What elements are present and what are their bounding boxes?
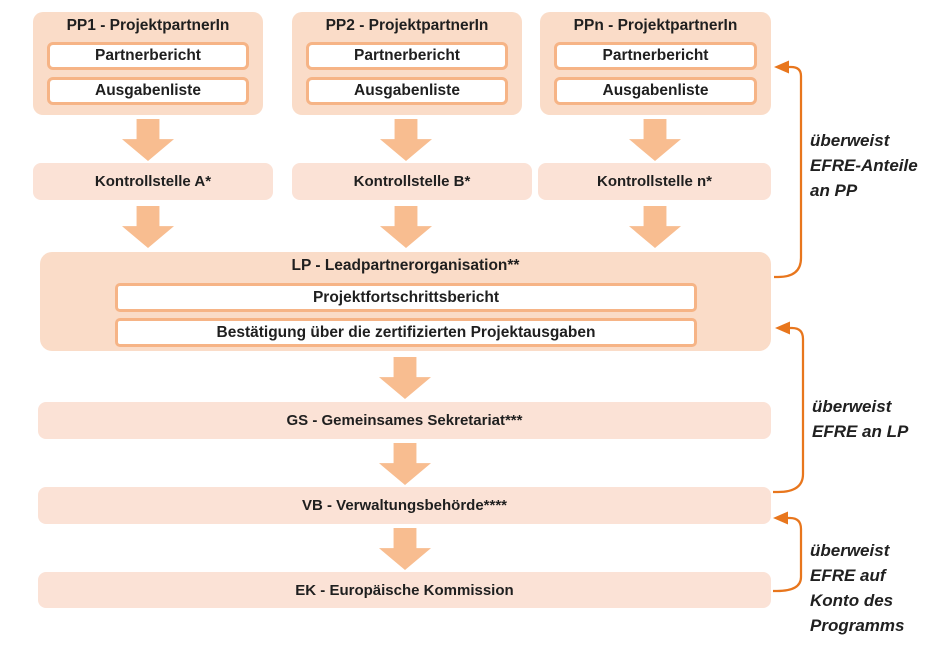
authority-box: VB - Verwaltungsbehörde****: [38, 487, 771, 524]
partner-box-pp2: [292, 12, 522, 115]
down-arrow-icon: [379, 443, 431, 485]
left-arrowhead-icon: [773, 512, 788, 525]
annotation-line: EFRE an LP: [812, 422, 909, 441]
left-arrowhead-icon: [775, 322, 790, 335]
annotation-line: an PP: [810, 181, 858, 200]
certified-expenses-box: Bestätigung über die zertifizierten Projektausgaben: [115, 318, 697, 347]
control-box-n: Kontrollstelle n*: [538, 163, 771, 200]
commission-box: EK - Europäische Kommission: [38, 572, 771, 608]
partner-title: PPn - ProjektpartnerIn: [573, 17, 738, 34]
down-arrow-icon: [629, 119, 681, 161]
annotation-line: überweist: [810, 131, 890, 150]
bracket-lp-to-pp: [774, 67, 801, 277]
leadpartner-title: LP - Leadpartnerorganisation**: [291, 257, 520, 274]
control-box-a: Kontrollstelle A*: [33, 163, 273, 200]
annotation-efre-anteile: [810, 128, 942, 203]
partner-title: PP2 - ProjektpartnerIn: [325, 17, 489, 34]
annotation-efre-an-lp: [812, 394, 942, 444]
partner-box-pp1: [33, 12, 263, 115]
partner-report-box: Partnerbericht: [554, 42, 757, 70]
down-arrow-icon: [380, 206, 432, 248]
down-arrow-icon: [122, 119, 174, 161]
annotation-line: überweist: [812, 397, 892, 416]
secretariat-box: GS - Gemeinsames Sekretariat***: [38, 402, 771, 439]
progress-report-box: Projektfortschrittsbericht: [115, 283, 697, 312]
bracket-vb-to-lp: [773, 328, 803, 492]
annotation-line: Konto des: [810, 591, 894, 610]
control-box-b: Kontrollstelle B*: [292, 163, 532, 200]
left-arrowhead-icon: [774, 61, 789, 74]
partner-report-box: Partnerbericht: [306, 42, 508, 70]
down-arrow-icon: [379, 528, 431, 570]
annotation-line: überweist: [810, 541, 890, 560]
bracket-ek-to-vb: [773, 518, 801, 591]
down-arrow-icon: [379, 357, 431, 399]
partner-report-box: Partnerbericht: [47, 42, 249, 70]
leadpartner-box: [40, 252, 771, 351]
partner-expenses-box: Ausgabenliste: [554, 77, 757, 105]
annotation-line: Programms: [810, 616, 905, 635]
down-arrow-icon: [629, 206, 681, 248]
annotation-line: EFRE-Anteile: [810, 156, 918, 175]
down-arrow-icon: [380, 119, 432, 161]
down-arrow-icon: [122, 206, 174, 248]
partner-box-ppn: [540, 12, 771, 115]
annotation-line: EFRE auf: [810, 566, 886, 585]
partner-expenses-box: Ausgabenliste: [47, 77, 249, 105]
partner-expenses-box: Ausgabenliste: [306, 77, 508, 105]
partner-title: PP1 - ProjektpartnerIn: [66, 17, 230, 34]
annotation-efre-konto: [810, 538, 942, 638]
